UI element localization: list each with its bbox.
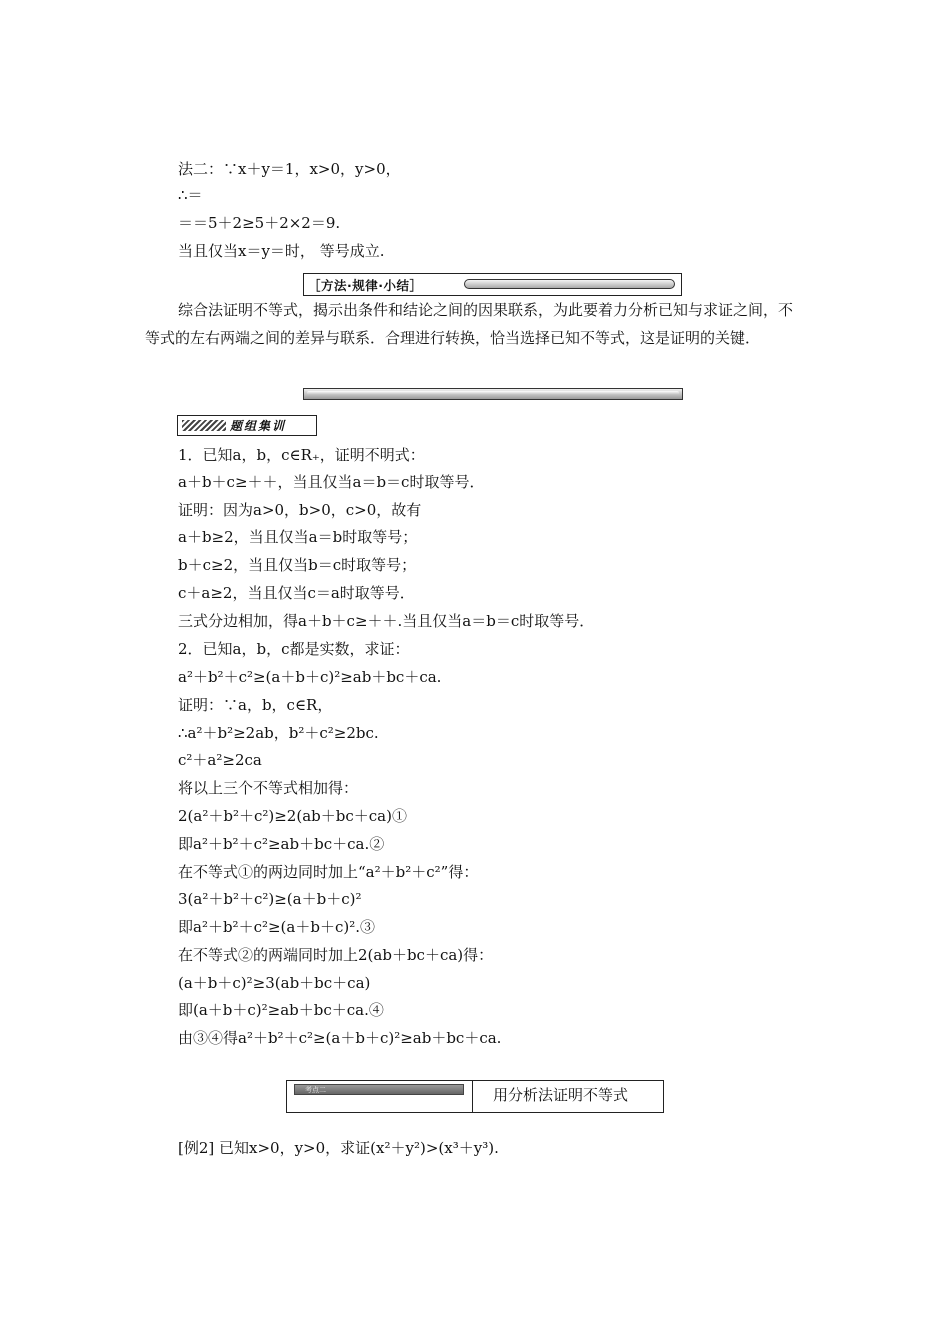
hatch-decoration — [182, 420, 226, 431]
section-separator — [303, 388, 683, 400]
problem2-line: c²＋a²≥2ca — [178, 751, 262, 769]
banner-decoration-bar — [464, 279, 675, 289]
summary-banner-label: ［方法·规律·小结］ — [308, 278, 423, 293]
problem2-line: 即a²＋b²＋c²≥ab＋bc＋ca.② — [178, 835, 385, 853]
summary-banner — [303, 273, 682, 296]
group-training-tag — [177, 415, 317, 436]
problem2-line: 在不等式①的两边同时加上“a²＋b²＋c²”得： — [178, 863, 479, 881]
problem2-line: 将以上三个不等式相加得： — [178, 779, 359, 797]
problem2-proof-intro: 证明：∵a，b，c∈R， — [178, 696, 333, 714]
problem1-claim: a＋b＋c≥＋＋，当且仅当a＝b＝c时取等号． — [178, 473, 485, 491]
problem2-line: 即a²＋b²＋c²≥(a＋b＋c)².③ — [178, 918, 375, 936]
example2-statement: [例2] 已知x>0，y>0，求证(x²＋y²)>(x³＋y³). — [178, 1139, 499, 1157]
problem1-statement: 1．已知a，b，c∈R₊，证明不明式： — [178, 446, 425, 464]
problem2-line: 由③④得a²＋b²＋c²≥(a＋b＋c)²≥ab＋bc＋ca. — [178, 1029, 502, 1047]
method2-line3: ＝＝5＋2≥5＋2×2＝9. — [178, 214, 341, 232]
summary-paragraph: 综合法证明不等式，揭示出条件和结论之间的因果联系，为此要着力分析已知与求证之间，不等式的左右两端之间的差异与联系．合理进行转换，恰当选择已知不等式，这是证明的关键． — [145, 301, 794, 347]
problem2-line: (a＋b＋c)²≥3(ab＋bc＋ca) — [178, 974, 371, 992]
kaodian-tag-label: 考点二 — [305, 1086, 326, 1094]
problem1-step3: c＋a≥2，当且仅当c＝a时取等号． — [178, 584, 415, 602]
kaodian-title: 用分析法证明不等式 — [493, 1086, 629, 1104]
problem1-conclusion: 三式分边相加，得a＋b＋c≥＋＋.当且仅当a＝b＝c时取等号． — [178, 612, 595, 630]
kaodian-header — [286, 1080, 664, 1113]
problem2-line: 2(a²＋b²＋c²)≥2(ab＋bc＋ca)① — [178, 807, 407, 825]
problem1-step1: a＋b≥2，当且仅当a＝b时取等号； — [178, 528, 418, 546]
problem2-line: 在不等式②的两端同时加上2(ab＋bc＋ca)得： — [178, 946, 494, 964]
method2-line2: ∴＝ — [178, 186, 203, 204]
problem2-claim: a²＋b²＋c²≥(a＋b＋c)²≥ab＋bc＋ca. — [178, 668, 442, 686]
problem1-proof-intro: 证明：因为a>0，b>0，c>0，故有 — [178, 501, 422, 519]
problem1-step2: b＋c≥2，当且仅当b＝c时取等号； — [178, 556, 417, 574]
problem2-line: ∴a²＋b²≥2ab，b²＋c²≥2bc. — [178, 724, 379, 742]
problem2-line: 3(a²＋b²＋c²)≥(a＋b＋c)² — [178, 890, 362, 908]
problem2-line: 即(a＋b＋c)²≥ab＋bc＋ca.④ — [178, 1001, 384, 1019]
kaodian-tag — [294, 1084, 464, 1095]
method2-line1: 法二：∵x＋y＝1，x>0，y>0， — [178, 160, 401, 178]
group-training-label: 题组集训 — [230, 419, 287, 433]
method2-line4: 当且仅当x＝y＝时， 等号成立. — [178, 242, 385, 260]
problem2-statement: 2．已知a，b，c都是实数，求证： — [178, 640, 410, 658]
